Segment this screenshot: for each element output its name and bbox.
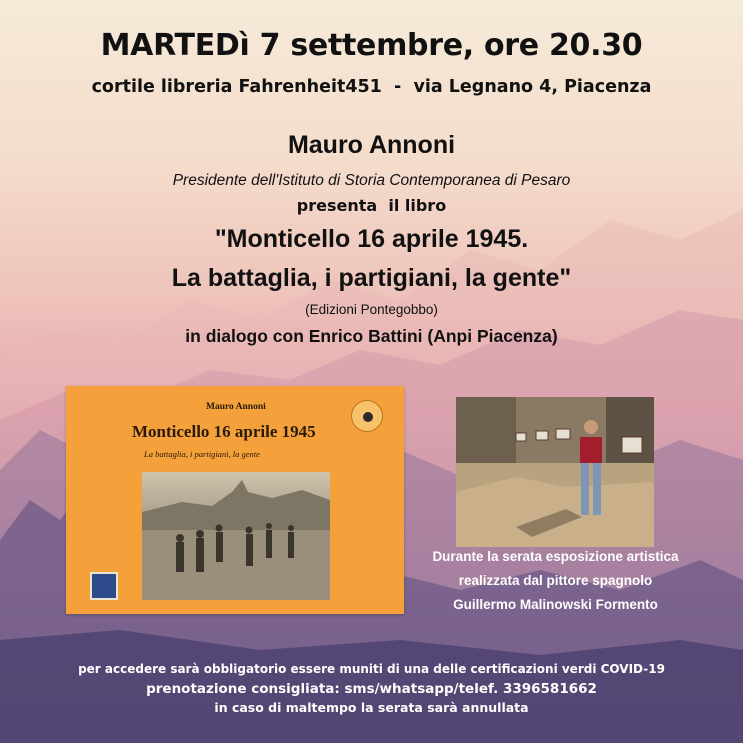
book-title-line1: "Monticello 16 aprile 1945. bbox=[214, 225, 529, 253]
cover-photo bbox=[142, 472, 330, 600]
cover-title: Monticello 16 aprile 1945 bbox=[132, 422, 316, 441]
series-logo-icon bbox=[351, 400, 383, 432]
booking-info: prenotazione consigliata: sms/whatsapp/telef. 3396581662 bbox=[146, 681, 597, 697]
weather-notice: in caso di maltempo la serata sarà annullata bbox=[214, 700, 529, 715]
cover-subtitle: La battaglia, i partigiani, la gente bbox=[144, 449, 260, 459]
book-cover-image bbox=[66, 386, 404, 614]
dialogue-text: in dialogo con Enrico Battini (Anpi Piacenza) bbox=[185, 326, 558, 346]
painter-photo bbox=[456, 397, 654, 547]
event-venue: cortile libreria Fahrenheit451 - via Legnano 4, Piacenza bbox=[91, 77, 652, 97]
book-publisher: (Edizioni Pontegobbo) bbox=[305, 302, 438, 317]
presents-text: presenta il libro bbox=[296, 196, 447, 215]
exhibition-line3: Guillermo Malinowski Formento bbox=[453, 597, 658, 612]
speaker-name: Mauro Annoni bbox=[287, 131, 456, 159]
exhibition-line1: Durante la serata esposizione artistica bbox=[432, 549, 679, 564]
book-title-line2: La battaglia, i partigiani, la gente" bbox=[171, 264, 572, 292]
speaker-role: Presidente dell'Istituto di Storia Contemporanea di Pesaro bbox=[172, 172, 571, 189]
event-headline: MARTEDì 7 settembre, ore 20.30 bbox=[100, 28, 643, 63]
exhibition-line2: realizzata dal pittore spagnolo bbox=[458, 573, 653, 588]
covid-requirement: per accedere sarà obbligatorio essere muniti di una delle certificazioni verdi COVID-19 bbox=[78, 662, 665, 676]
cover-author: Mauro Annoni bbox=[206, 402, 266, 412]
publisher-logo-icon bbox=[90, 572, 118, 600]
